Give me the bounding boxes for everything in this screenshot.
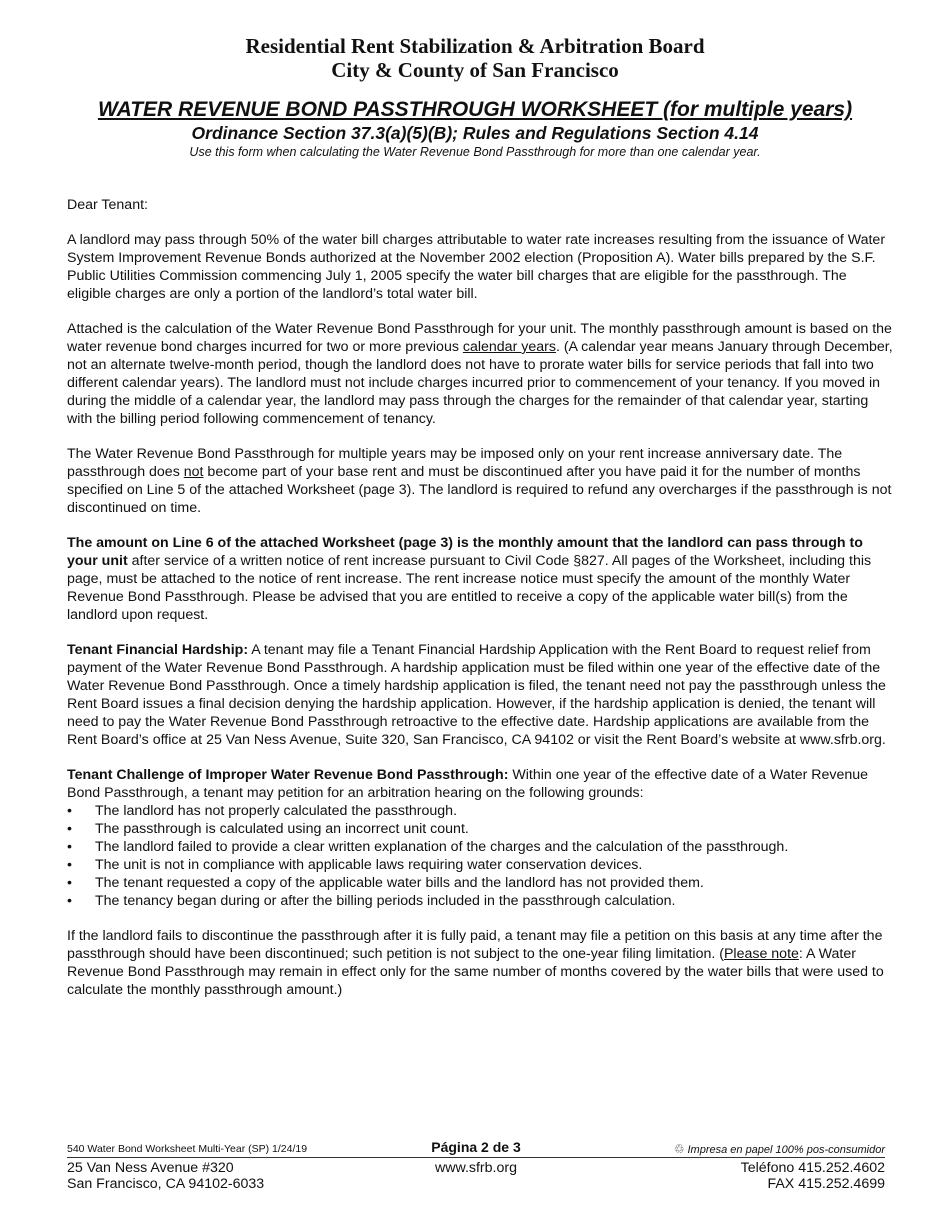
list-item: • The tenant requested a copy of the applicable water bills and the landlord has not provided them. [67,875,704,891]
paragraph-calculation: Attached is the calculation of the Water Revenue Bond Passthrough for your unit. The monthly passthrough amount is based on the water revenue bond charges incurred for two or more previous calendar years. (A calendar year means January through December, not an alternate twelve-month period, though the landlord does not have to prorate water bills for service periods that fall into two different calendar years). The landlord must not include charges incurred prior to commencement of your tenancy. If you moved in during the middle of a calendar year, the landlord may pass through the charges for the remainder of that calendar year, starting with the billing period following commencement of tenancy. [67,321,893,427]
bullet-icon: • [67,803,72,819]
list-item: • The landlord failed to provide a clear written explanation of the charges and the calculation of the passthrough. [67,839,789,855]
paragraph-timing: The Water Revenue Bond Passthrough for multiple years may be imposed only on your rent increase anniversary date. The passthrough does not become part of your base rent and must be discontinued after you have paid it for the number of months specified on Line 5 of the attached Worksheet (page 3). The landlord is required to refund any overcharges if the passthrough is not discontinued on time. [67,446,892,516]
footer-address: 25 Van Ness Avenue #320 San Francisco, CA 94102-6033 [67,1160,265,1192]
form-id: 540 Water Bond Worksheet Multi-Year (SP) 1/24/19 [67,1143,308,1155]
page-title: WATER REVENUE BOND PASSTHROUGH WORKSHEET (for multiple years) [97,98,853,121]
footer-website[interactable]: www.sfrb.org [435,1160,517,1176]
footer-top-row [67,1141,885,1158]
paragraph-discontinue: If the landlord fails to discontinue the passthrough after it is fully paid, a tenant may file a petition on this basis at any time after the passthrough should have been discontinued; such petition is not subject to the one-year filing limitation. (Please note: A Water Revenue Bond Passthrough may remain in effect only for the same number of months covered by the water bills that were used to calculate the monthly passthrough amount.) [67,928,884,998]
list-item: • The passthrough is calculated using an incorrect unit count. [67,821,469,837]
bullet-icon: • [67,893,72,909]
org-name-line1: Residential Rent Stabilization & Arbitration Board [245,34,705,58]
bullet-icon: • [67,857,72,873]
list-item: • The unit is not in compliance with applicable laws requiring water conservation devices. [67,857,643,873]
paragraph-challenge: Tenant Challenge of Improper Water Revenue Bond Passthrough: Within one year of the effective date of a Water Revenue Bond Passthrough, a tenant may petition for an arbitration hearing on the following grounds: [67,767,869,801]
footer-phone-fax: Teléfono 415.252.4602 FAX 415.252.4699 [740,1160,885,1192]
page-subtitle: Ordinance Section 37.3(a)(5)(B); Rules and Regulations Section 4.14 [191,123,759,143]
bullet-icon: • [67,839,72,855]
usage-note: Use this form when calculating the Water Revenue Bond Passthrough for more than one calendar year. [189,145,761,159]
paragraph-hardship: Tenant Financial Hardship: A tenant may file a Tenant Financial Hardship Application with the Rent Board to request relief from payment of the Water Revenue Bond Passthrough. A hardship application must be filed within one year of the effective date of the Water Revenue Bond Passthrough. Once a timely hardship application is filed, the tenant need not pay the passthrough unless the Rent Board issues a final decision denying the hardship application. However, if the hardship application is denied, the tenant will need to pay the Water Revenue Bond Passthrough retroactive to the effective date. Hardship applications are available from the Rent Board’s office at 25 Van Ness Avenue, Suite 320, San Francisco, CA 94102 or visit the Rent Board’s website at www.sfrb.org. [67,642,886,748]
paragraph-eligibility: A landlord may pass through 50% of the water bill charges attributable to water rate increases resulting from the issuance of Water System Improvement Revenue Bonds authorized at the November 2002 election (Proposition A). Water bills prepared by the S.F. Public Utilities Commission commencing July 1, 2005 specify the water bill charges that are eligible for the passthrough. The eligible charges are only a portion of the landlord’s total water bill. [67,232,886,302]
org-name-line2: City & County of San Francisco [331,58,619,82]
grounds-list [67,802,893,910]
paragraph-amount: The amount on Line 6 of the attached Worksheet (page 3) is the monthly amount that the landlord can pass through to your unit after service of a written notice of rent increase pursuant to Civil Code §827. All pages of the Worksheet, including this page, must be attached to the notice of rent increase. The rent increase notice must specify the amount of the monthly Water Revenue Bond Passthrough. Please be advised that you are entitled to receive a copy of the applicable water bill(s) from the landlord upon request. [67,535,872,623]
list-item: • The tenancy began during or after the billing periods included in the passthrough calculation. [67,893,676,909]
page-number: Página 2 de 3 [431,1139,521,1155]
letter-body [67,196,893,1016]
recycled-paper-note: ♲ Impresa en papel 100% pos-consumidor [673,1142,885,1156]
bullet-icon: • [67,821,72,837]
list-item: • The landlord has not properly calculated the passthrough. [67,803,458,819]
recycle-icon: ♲ [673,1142,685,1156]
salutation: Dear Tenant: [67,197,148,213]
bullet-icon: • [67,875,72,891]
